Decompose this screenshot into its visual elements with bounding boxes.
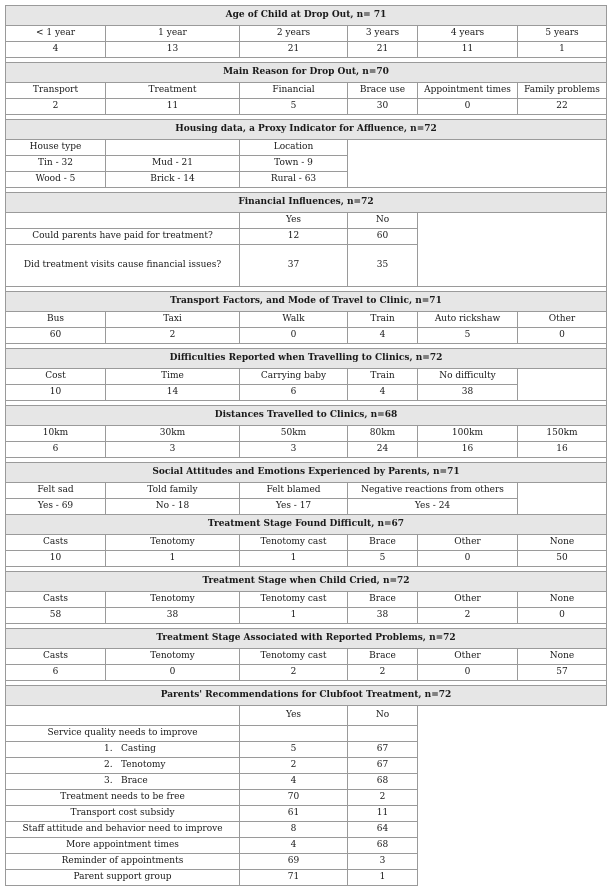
column-header: 80km — [348, 426, 418, 442]
table-row — [6, 665, 607, 681]
table-row — [6, 608, 607, 624]
table-cell: 64 — [348, 822, 418, 838]
table-row — [6, 649, 607, 665]
section-title: Housing data, a Proxy Indicator for Affluence, n=72 — [6, 120, 607, 140]
section-title: Financial Influences, n=72 — [6, 193, 607, 213]
column-header: Other — [518, 312, 607, 328]
table-cell: 24 — [348, 442, 418, 458]
section-header-social — [6, 463, 607, 483]
column-header: 4 years — [418, 26, 518, 42]
table-cell: 35 — [348, 245, 418, 287]
table-cell: 58 — [6, 608, 106, 624]
question-cell: Did treatment visits cause financial issues? — [6, 245, 240, 287]
section-title: Distances Travelled to Clinics, n=68 — [6, 406, 607, 426]
row-label: Service quality needs to improve — [6, 726, 240, 742]
column-header: Taxi — [106, 312, 240, 328]
table-cell: 71 — [240, 870, 348, 886]
column-header: Casts — [6, 649, 106, 665]
table-cell: 2 — [240, 665, 348, 681]
column-header: Train — [348, 369, 418, 385]
column-header: No — [348, 706, 418, 726]
table-cell: 0 — [106, 665, 240, 681]
column-header: 2 years — [240, 26, 348, 42]
column-header: Casts — [6, 592, 106, 608]
table-cell: 0 — [418, 551, 518, 567]
column-header: Other — [418, 592, 518, 608]
list-number: 2. — [104, 760, 113, 770]
blank-cell — [348, 140, 607, 188]
row-label: Treatment needs to be free — [6, 790, 240, 806]
table-cell: 6 — [240, 385, 348, 401]
table-cell: 2 — [348, 665, 418, 681]
table-row — [6, 42, 607, 58]
column-header: Financial — [240, 83, 348, 99]
section-title: Social Attitudes and Emotions Experienced by Parents, n=71 — [6, 463, 607, 483]
column-header: 10km — [6, 426, 106, 442]
table-cell: 1 — [240, 608, 348, 624]
table-cell: 10 — [6, 551, 106, 567]
column-header: None — [518, 535, 607, 551]
column-header: None — [518, 649, 607, 665]
table-row — [6, 213, 607, 229]
column-header: 100km — [418, 426, 518, 442]
table-cell: 3 — [348, 854, 418, 870]
section-title: Treatment Stage Found Difficult, n=67 — [6, 515, 607, 535]
column-header: Brace — [348, 535, 418, 551]
column-header: Told family — [106, 483, 240, 499]
table-row — [6, 499, 607, 515]
table-row — [6, 312, 607, 328]
column-header: Brace — [348, 592, 418, 608]
column-header: 1 year — [106, 26, 240, 42]
table-cell: 5 — [240, 99, 348, 115]
blank-cell — [418, 213, 607, 287]
row-label — [6, 742, 240, 758]
column-header: No difficulty — [418, 369, 518, 385]
table-cell: 4 — [348, 328, 418, 344]
table-cell: 4 — [348, 385, 418, 401]
table-cell: 6 — [6, 442, 106, 458]
table-cell: 2 — [240, 758, 348, 774]
row-label: Reminder of appointments — [6, 854, 240, 870]
table-cell: 4 — [6, 42, 106, 58]
table-cell: 4 — [240, 774, 348, 790]
table-row — [6, 26, 607, 42]
table-cell: No - 18 — [106, 499, 240, 515]
table-cell: 13 — [106, 42, 240, 58]
column-header: Felt blamed — [240, 483, 348, 499]
column-header: Tenotomy cast — [240, 592, 348, 608]
table-cell: 30 — [348, 99, 418, 115]
section-header-difficulties — [6, 349, 607, 369]
column-header: House type — [6, 140, 106, 156]
table-cell: 16 — [518, 442, 607, 458]
column-header: 150km — [518, 426, 607, 442]
table-cell: 2 — [106, 328, 240, 344]
column-header: Train — [348, 312, 418, 328]
column-header: 3 years — [348, 26, 418, 42]
table-cell: 2 — [418, 608, 518, 624]
table-cell: Yes - 24 — [348, 499, 518, 515]
section-header-transport — [6, 292, 607, 312]
table-row — [6, 83, 607, 99]
table-cell — [348, 726, 418, 742]
table-cell: Brick - 14 — [106, 172, 240, 188]
column-header: Tenotomy — [106, 592, 240, 608]
table-cell: 68 — [348, 774, 418, 790]
table-cell: 3 — [106, 442, 240, 458]
table-row — [6, 535, 607, 551]
column-header: 5 years — [518, 26, 607, 42]
table-cell: 1 — [106, 551, 240, 567]
column-header: Casts — [6, 535, 106, 551]
list-number: 3. — [104, 776, 113, 786]
table-cell: 14 — [106, 385, 240, 401]
table-row — [6, 328, 607, 344]
table-cell: 0 — [518, 608, 607, 624]
table-cell: Yes - 17 — [240, 499, 348, 515]
table-cell: 5 — [348, 551, 418, 567]
column-header: Carrying baby — [240, 369, 348, 385]
section-title: Difficulties Reported when Travelling to Clinics, n=72 — [6, 349, 607, 369]
column-header: None — [518, 592, 607, 608]
column-header: 30km — [106, 426, 240, 442]
section-title: Main Reason for Drop Out, n=70 — [6, 63, 607, 83]
table-cell: 11 — [418, 42, 518, 58]
table-cell: 37 — [240, 245, 348, 287]
column-header: Other — [418, 649, 518, 665]
table-cell — [240, 726, 348, 742]
column-header: Tenotomy cast — [240, 649, 348, 665]
column-header: Treatment — [106, 83, 240, 99]
table-cell — [6, 213, 240, 229]
column-header: Negative reactions from others — [348, 483, 518, 499]
table-row — [6, 99, 607, 115]
blank-cell — [418, 706, 607, 886]
results-table-wrapper — [5, 5, 606, 886]
table-cell: 2 — [6, 99, 106, 115]
table-cell: 38 — [348, 608, 418, 624]
blank-cell — [518, 483, 607, 515]
column-header: Other — [418, 535, 518, 551]
table-cell: Town - 9 — [240, 156, 348, 172]
row-label: Transport cost subsidy — [6, 806, 240, 822]
section-title: Parents' Recommendations for Clubfoot Treatment, n=72 — [6, 686, 607, 706]
table-cell — [6, 706, 240, 726]
table-row — [6, 385, 607, 401]
question-cell: Could parents have paid for treatment? — [6, 229, 240, 245]
table-cell: 22 — [518, 99, 607, 115]
table-cell: 0 — [240, 328, 348, 344]
table-cell: 67 — [348, 758, 418, 774]
section-title: Age of Child at Drop Out, n= 71 — [6, 6, 607, 26]
table-cell: 38 — [418, 385, 518, 401]
section-header-age — [6, 6, 607, 26]
table-cell: 70 — [240, 790, 348, 806]
table-cell: 10 — [6, 385, 106, 401]
column-header: Tenotomy cast — [240, 535, 348, 551]
table-cell — [106, 140, 240, 156]
table-row — [6, 483, 607, 499]
column-header: Location — [240, 140, 348, 156]
table-cell: Yes - 69 — [6, 499, 106, 515]
table-cell: 6 — [6, 665, 106, 681]
table-cell: 0 — [418, 665, 518, 681]
table-cell: 68 — [348, 838, 418, 854]
section-header-financial — [6, 193, 607, 213]
table-cell: 3 — [240, 442, 348, 458]
list-label: Tenotomy — [121, 760, 166, 770]
table-cell: 5 — [418, 328, 518, 344]
table-cell: 21 — [348, 42, 418, 58]
column-header: Bus — [6, 312, 106, 328]
column-header: Auto rickshaw — [418, 312, 518, 328]
table-cell: 50 — [518, 551, 607, 567]
results-table — [5, 5, 607, 886]
table-cell: 5 — [240, 742, 348, 758]
table-cell: 8 — [240, 822, 348, 838]
table-cell: 57 — [518, 665, 607, 681]
column-header: Walk — [240, 312, 348, 328]
table-row — [6, 442, 607, 458]
list-label: Brace — [121, 776, 148, 786]
table-cell: 2 — [348, 790, 418, 806]
table-cell: 60 — [348, 229, 418, 245]
table-row — [6, 140, 607, 156]
table-cell: 1 — [348, 870, 418, 886]
section-title: Treatment Stage Associated with Reported Problems, n=72 — [6, 629, 607, 649]
row-label: Parent support group — [6, 870, 240, 886]
table-cell: Tin - 32 — [6, 156, 106, 172]
column-header: 50km — [240, 426, 348, 442]
column-header: Brace use — [348, 83, 418, 99]
column-header: Transport — [6, 83, 106, 99]
column-header: Appointment times — [418, 83, 518, 99]
column-header: Cost — [6, 369, 106, 385]
table-cell: 4 — [240, 838, 348, 854]
row-label — [6, 758, 240, 774]
column-header: No — [348, 213, 418, 229]
table-cell: 69 — [240, 854, 348, 870]
table-cell: 11 — [106, 99, 240, 115]
table-cell: 38 — [106, 608, 240, 624]
column-header: Felt sad — [6, 483, 106, 499]
list-number: 1. — [104, 744, 113, 754]
table-cell: 11 — [348, 806, 418, 822]
list-label: Casting — [121, 744, 156, 754]
column-header: Brace — [348, 649, 418, 665]
column-header: Yes — [240, 213, 348, 229]
section-header-reason — [6, 63, 607, 83]
table-row — [6, 426, 607, 442]
column-header: Time — [106, 369, 240, 385]
table-row — [6, 369, 607, 385]
table-row — [6, 592, 607, 608]
section-header-distances — [6, 406, 607, 426]
table-cell: Wood - 5 — [6, 172, 106, 188]
table-row — [6, 551, 607, 567]
column-header: Tenotomy — [106, 535, 240, 551]
column-header: < 1 year — [6, 26, 106, 42]
section-header-housing — [6, 120, 607, 140]
table-cell: Mud - 21 — [106, 156, 240, 172]
section-header-difficult-stage — [6, 515, 607, 535]
section-header-recommendations — [6, 686, 607, 706]
table-cell: 0 — [518, 328, 607, 344]
table-cell: 61 — [240, 806, 348, 822]
column-header: Yes — [240, 706, 348, 726]
table-cell: 16 — [418, 442, 518, 458]
section-title: Treatment Stage when Child Cried, n=72 — [6, 572, 607, 592]
section-header-cried-stage — [6, 572, 607, 592]
table-cell: 1 — [518, 42, 607, 58]
table-cell: 1 — [240, 551, 348, 567]
table-cell: 12 — [240, 229, 348, 245]
row-label — [6, 774, 240, 790]
section-title: Transport Factors, and Mode of Travel to Clinic, n=71 — [6, 292, 607, 312]
table-cell: 60 — [6, 328, 106, 344]
column-header: Tenotomy — [106, 649, 240, 665]
row-label: Staff attitude and behavior need to improve — [6, 822, 240, 838]
section-header-problems-stage — [6, 629, 607, 649]
table-cell: 21 — [240, 42, 348, 58]
row-label: More appointment times — [6, 838, 240, 854]
column-header: Family problems — [518, 83, 607, 99]
table-cell: 67 — [348, 742, 418, 758]
table-row — [6, 706, 607, 726]
blank-cell — [518, 369, 607, 401]
table-cell: Rural - 63 — [240, 172, 348, 188]
table-cell: 0 — [418, 99, 518, 115]
